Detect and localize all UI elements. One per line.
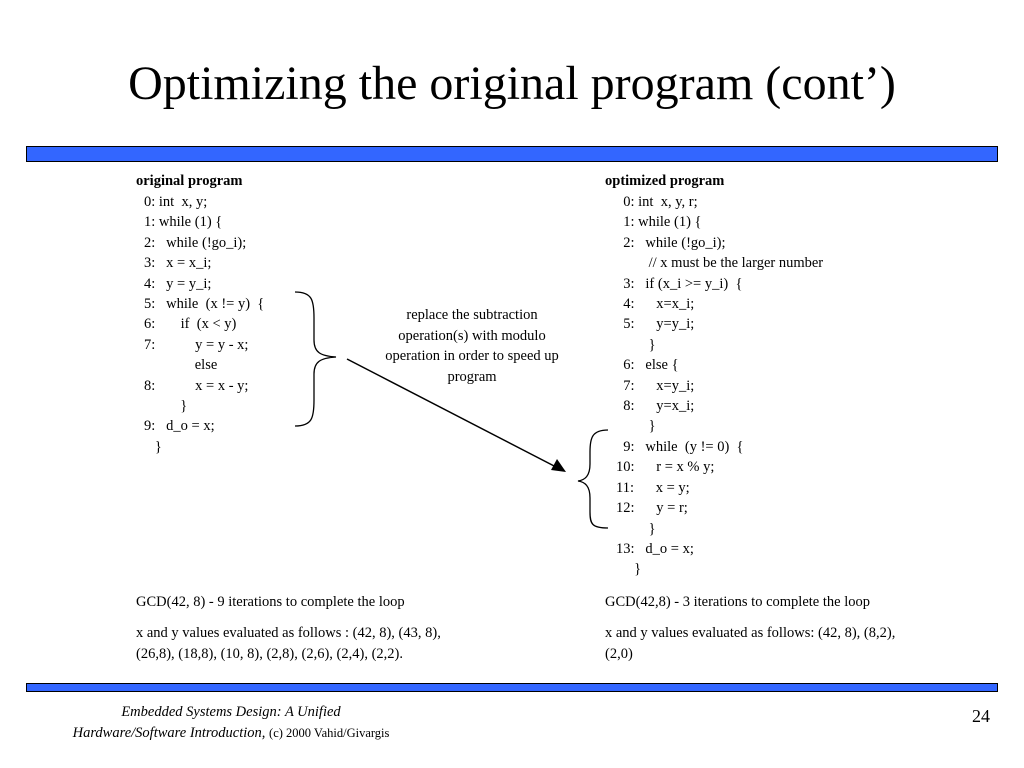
footer-copyright: (c) 2000 Vahid/Givargis [269,726,390,740]
optimized-code-line: 3: if (x_i >= y_i) { [616,275,743,292]
original-code-line: 3: x = x_i; [144,255,212,272]
optimized-code-line: 5: y=y_i; [616,316,695,333]
optimization-note: replace the subtraction operation(s) with modulo operation in order to speed up program [385,307,559,385]
slide-title: Optimizing the original program (cont’) [128,57,896,110]
original-code-line: 7: y = y - x; [144,336,249,353]
optimized-loop-brace [578,430,608,528]
optimized-code-line: 7: x=y_i; [616,377,695,394]
optimized-summary: GCD(42,8) - 3 iterations to complete the loop [605,594,870,610]
optimized-code-line: } [616,520,656,537]
optimized-code-line: 0: int x, y, r; [616,194,698,210]
original-code-line: 5: while (x != y) { [144,296,265,313]
footer-credit [30,702,432,744]
optimized-code-line: 6: else { [616,357,679,374]
original-code-line: 4: y = y_i; [144,275,212,292]
original-summary: GCD(42, 8) - 9 iterations to complete the loop [136,594,405,610]
page-number: 24 [972,706,990,726]
transformation-arrow [347,359,558,468]
original-code-line: } [144,438,162,455]
optimized-code-line: 9: while (y != 0) { [616,438,744,455]
optimized-values-line-2: (2,0) [605,646,633,662]
optimized-code-line: } [616,336,656,353]
original-code-line: else [144,357,218,374]
optimized-code-line: } [616,561,642,578]
original-values-line-1: x and y values evaluated as follows : (42, 8), (43, 8), [136,625,441,641]
original-code-line: 8: x = x - y; [144,377,249,394]
optimized-code-line: 8: y=x_i; [616,398,695,415]
bottom-divider-bar [26,683,998,692]
optimized-code-line: 11: x = y; [616,479,690,496]
original-code-line: 2: while (!go_i); [144,234,247,251]
optimized-code-line: 1: while (1) { [616,214,702,231]
optimized-code-line: 13: d_o = x; [616,540,694,557]
optimized-code-line: 10: r = x % y; [616,459,715,476]
original-code-line: 9: d_o = x; [144,418,215,435]
original-code-line: 0: int x, y; [144,194,208,210]
optimized-code-line: } [616,418,656,435]
footer-book-title-line-2: Hardware/Software Introduction, [72,725,266,741]
optimized-values-line-1: x and y values evaluated as follows: (42, 8), (8,2), [605,625,896,641]
optimized-code-line: 2: while (!go_i); [616,234,726,251]
optimized-program-heading: optimized program [605,173,725,189]
original-values-line-2: (26,8), (18,8), (10, 8), (2,8), (2,6), (2,4), (2,2). [136,646,403,662]
original-code-line: 1: while (1) { [144,214,223,231]
footer-book-title-line-1: Embedded Systems Design: A Unified [121,704,341,720]
original-code-line: 6: if (x < y) [144,316,237,333]
original-program-heading: original program [136,173,243,189]
optimized-code-line: 12: y = r; [616,500,688,517]
optimized-code-line: 4: x=x_i; [616,296,695,313]
original-loop-brace [295,292,336,426]
original-code-line: } [144,398,188,415]
optimized-code-line: // x must be the larger number [616,255,824,272]
